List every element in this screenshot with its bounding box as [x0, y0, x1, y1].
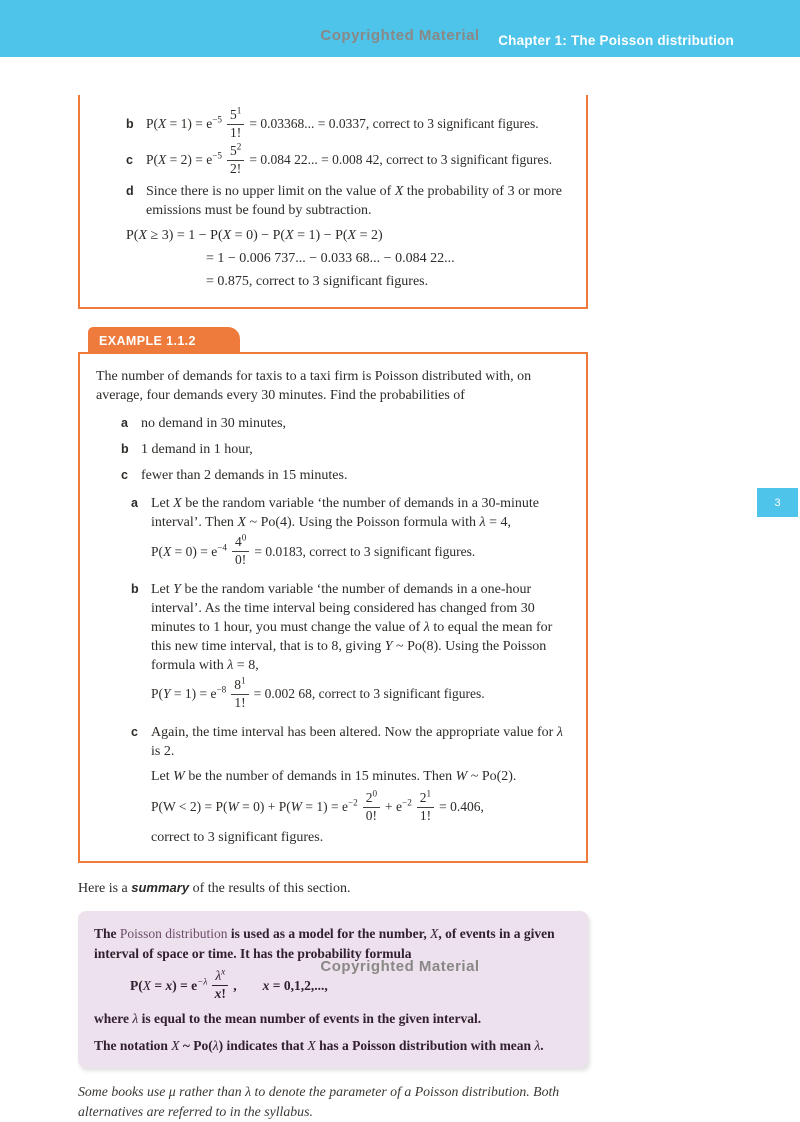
solution-line-c — [126, 141, 576, 177]
equation-post: = 0.406, — [439, 799, 484, 815]
question-c-text: fewer than 2 demands in 15 minutes. — [141, 468, 348, 484]
equation-mid: + $e^{-2}$ — [385, 797, 412, 815]
question-c — [121, 466, 572, 485]
example-label: EXAMPLE 1.1.2 — [99, 333, 196, 348]
equation-pre: $P(Y = 1) = e^{-8}$ — [151, 684, 227, 702]
fraction-numerator: $2^0$ — [363, 791, 380, 808]
equation-post: = 0.0183, correct to 3 significant figures. — [254, 543, 476, 559]
list-marker-c: c — [126, 153, 133, 168]
fraction-denominator: 1! — [234, 694, 246, 710]
solution-b-equation — [151, 675, 572, 711]
equation-d-line2: = 1 − 0.006 737... − 0.033 68... − 0.084 22... — [206, 251, 455, 267]
solution-a — [131, 494, 572, 571]
equation-pre: $P(W < 2) = P(W = 0) + P(W = 1) = e^{-2}$ — [151, 797, 358, 815]
solution-line-b — [126, 105, 576, 141]
fraction-numerator: $2^1$ — [417, 791, 434, 808]
solution-b-text: Let Y be the random variable ‘the number of demands in a one-hour interval’. As the time interval being considered has changed from 30 minutes to 1 hour, you must change the value of λ to equal the mean for this new time interval, that is to 8, giving Y ~ Po(8). Using the Poisson formula with λ = 8, — [151, 582, 553, 674]
solution-a-body — [151, 494, 572, 571]
page-header-band — [0, 0, 800, 57]
solution-c-text1: Again, the time interval has been altered. Now the appropriate value for λ is 2. — [151, 724, 563, 759]
example-intro: The number of demands for taxis to a taxi firm is Poisson distributed with, on average, four demands every 30 minutes. Find the probabilities of — [96, 369, 532, 404]
list-marker-a: a — [131, 496, 138, 511]
equation-pre: $P(X = x) = e^{-\lambda}$ — [130, 976, 208, 993]
question-a — [121, 414, 572, 433]
equation-post: = 0.002 68, correct to 3 significant figures. — [253, 686, 485, 702]
solution-c — [131, 723, 572, 848]
list-marker-b: b — [121, 442, 129, 457]
equation-post: = 0.03368... = 0.0337, correct to 3 significant figures. — [249, 116, 539, 132]
question-a-text: no demand in 30 minutes, — [141, 416, 287, 432]
solution-c-text3: correct to 3 significant figures. — [151, 830, 324, 846]
summary-box — [78, 911, 588, 1068]
list-marker-c: c — [121, 468, 128, 483]
copyright-watermark-top: Copyrighted Material — [320, 27, 480, 44]
fraction — [231, 675, 248, 711]
page-number: 3 — [774, 496, 781, 509]
fraction-numerator: $8^1$ — [231, 678, 248, 695]
solution-b-body — [151, 580, 572, 714]
list-marker-c: c — [131, 724, 138, 739]
summary-p3: The notation X ~ Po(λ) indicates that X has a Poisson distribution with mean λ. — [94, 1038, 544, 1054]
equation-d-line3: = 0.875, correct to 3 significant figures. — [206, 274, 429, 290]
fraction — [227, 141, 244, 177]
fraction-denominator: 0! — [235, 552, 247, 568]
solution-d-text: Since there is no upper limit on the value of X the probability of 3 or more emissions must be found by subtraction. — [146, 184, 563, 219]
fraction-denominator: 2! — [230, 160, 242, 176]
page-number-tab — [757, 488, 798, 517]
solution-c-text2: Let W be the number of demands in 15 minutes. Then W ~ Po(2). — [151, 768, 517, 784]
list-marker-b: b — [131, 582, 139, 597]
summary-lead-line: Here is a summary of the results of this section. — [78, 880, 351, 897]
fraction — [227, 105, 244, 141]
formula-domain: x = 0,1,2,..., — [262, 977, 328, 993]
list-marker-a: a — [121, 416, 128, 431]
solution-b — [131, 580, 572, 714]
equation-post: = 0.084 22... = 0.008 42, correct to 3 significant figures. — [249, 152, 553, 168]
fraction — [417, 788, 434, 824]
list-marker-d: d — [126, 184, 134, 199]
summary-p1: The Poisson distribution is used as a model for the number, X, of events in a given interval of space or time. It has the probability formula — [94, 926, 555, 962]
fraction-denominator: 1! — [230, 124, 242, 140]
fraction-denominator: 1! — [419, 807, 432, 823]
equation-d-line1: P(X ≥ 3) = 1 − P(X = 0) − P(X = 1) − P(X = 2) — [126, 228, 383, 244]
equation-post: , — [233, 977, 237, 993]
fraction — [232, 532, 249, 568]
fraction-numerator: $4^0$ — [232, 535, 249, 552]
equation-pre: $P(X = 1) = e^{-5}$ — [146, 114, 222, 132]
solution-a-equation — [151, 532, 572, 568]
equation-pre: $P(X = 2) = e^{-5}$ — [146, 150, 222, 168]
solution-c-body — [151, 723, 572, 848]
chapter-title: Chapter 1: The Poisson distribution — [498, 33, 734, 48]
question-b-text: 1 demand in 1 hour, — [141, 442, 253, 458]
fraction-denominator: x! — [214, 986, 226, 1002]
fraction-numerator: $\lambda^x$ — [212, 969, 228, 986]
solution-a-text: Let X be the random variable ‘the number of demands in a 30-minute interval’. Then X ~ Po(4). Using the Poisson formula with λ = 4, — [151, 496, 539, 531]
fraction — [363, 788, 380, 824]
summary-p2: where λ is equal to the mean number of events in the given interval. — [94, 1011, 482, 1027]
fraction-numerator: $5^2$ — [227, 144, 244, 161]
example-box — [78, 352, 588, 863]
syllabus-footnote: Some books use μ rather than λ to denote the parameter of a Poisson distribution. Both alternatives are referred to in the syllabus. — [78, 1084, 560, 1120]
continued-solution-box — [78, 95, 588, 309]
solution-item-d — [126, 182, 576, 220]
example-label-tab — [88, 327, 240, 354]
solution-c-equation — [151, 788, 572, 824]
fraction-numerator: $5^1$ — [227, 108, 244, 125]
fraction-denominator: 0! — [365, 807, 377, 823]
question-b — [121, 440, 572, 459]
equation-pre: $P(X = 0) = e^{-4}$ — [151, 542, 227, 559]
copyright-watermark-bottom: Copyrighted Material — [320, 958, 480, 975]
list-marker-b: b — [126, 117, 134, 132]
